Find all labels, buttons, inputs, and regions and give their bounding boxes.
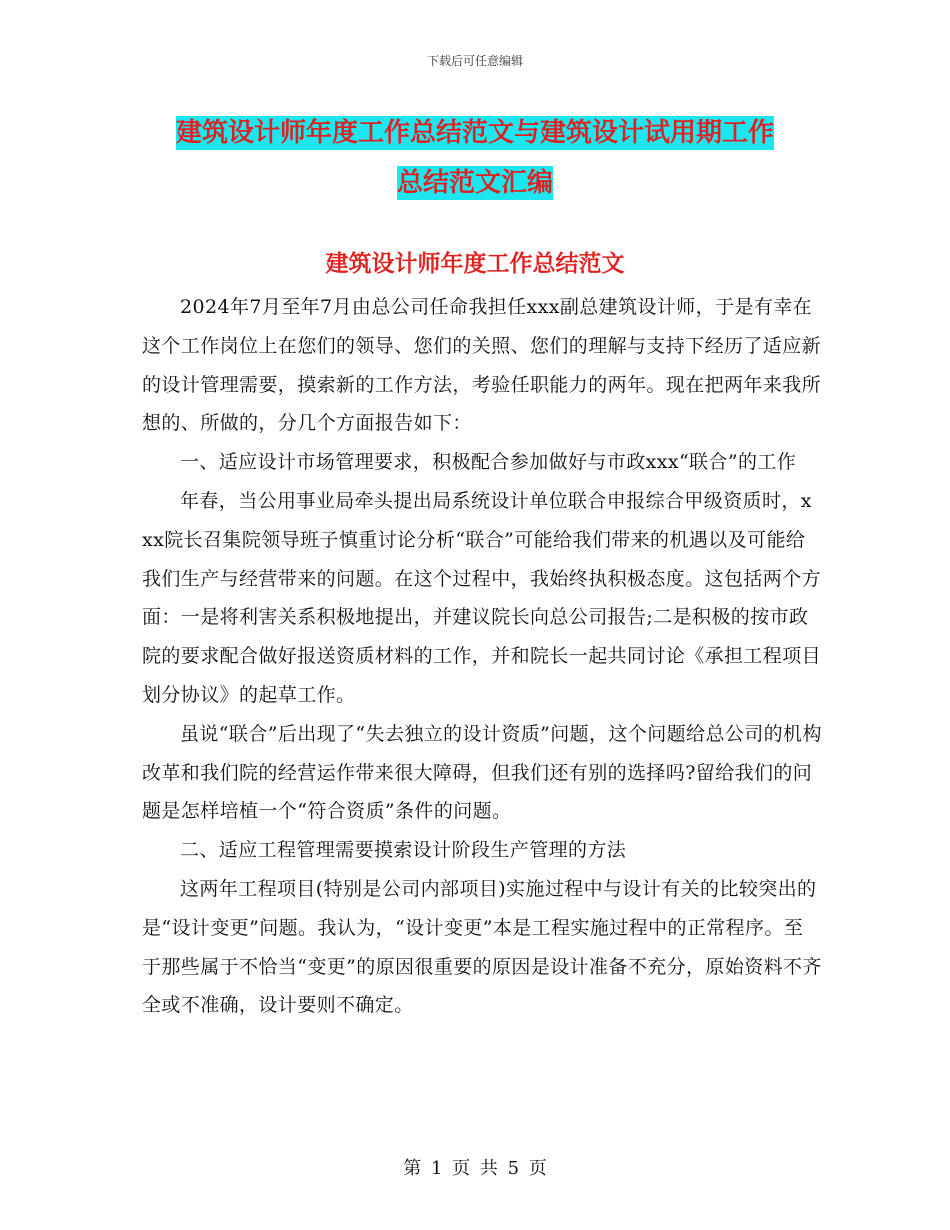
section-title: 建筑设计师年度工作总结范文 <box>325 250 625 277</box>
header-note: 下载后可任意编辑 <box>426 54 523 68</box>
document-title-line-2: 总结范文汇编 <box>396 168 553 198</box>
paragraph-heading-1: 一、适应设计市场管理要求，积极配合参加做好与市政xxx“联合”的工作 <box>180 451 797 474</box>
document-body <box>142 288 822 1025</box>
paragraph-heading-2: 二、适应工程管理需要摸索设计阶段生产管理的方法 <box>180 839 627 862</box>
document-title-line-1: 建筑设计师年度工作总结范文与建筑设计试用期工作 <box>175 118 774 148</box>
document-title <box>0 108 950 208</box>
page-footer: 第 1 页 共 5 页 <box>403 1158 547 1179</box>
paragraph-body-3: 这两年工程项目(特别是公司内部项目)实施过程中与设计有关的比较突出的是“设计变更”问题。我认为，“设计变更”本是工程实施过程中的正常程序。至于那些属于不恰当“变更”的原因很重要的原因是设计准备不充分，原始资料不齐全或不准确，设计要则不确定。 <box>142 877 822 1017</box>
paragraph-body-2: 虽说“联合”后出现了“失去独立的设计资质”问题，这个问题给总公司的机构改革和我们院的经营运作带来很大障碍，但我们还有别的选择吗?留给我们的问题是怎样培植一个“符合资质”条件的问题。 <box>142 722 822 823</box>
paragraph-intro: 2024年7月至年7月由总公司任命我担任xxx副总建筑设计师，于是有幸在这个工作岗位上在您们的领导、您们的关照、您们的理解与支持下经历了适应新的设计管理需要，摸索新的工作方法，考验任职能力的两年。现在把两年来我所想的、所做的，分几个方面报告如下： <box>142 296 822 435</box>
paragraph-body-1: 年春，当公用事业局牵头提出局系统设计单位联合申报综合甲级资质时，xxx院长召集院领导班子慎重讨论分析“联合”可能给我们带来的机遇以及可能给我们生产与经营带来的问题。在这个过程中，我始终执积极态度。这包括两个方面：一是将利害关系积极地提出，并建议院长向总公司报告;二是积极的按市政院的要求配合做好报送资质材料的工作，并和院长一起共同讨论《承担工程项目划分协议》的起草工作。 <box>142 489 822 706</box>
